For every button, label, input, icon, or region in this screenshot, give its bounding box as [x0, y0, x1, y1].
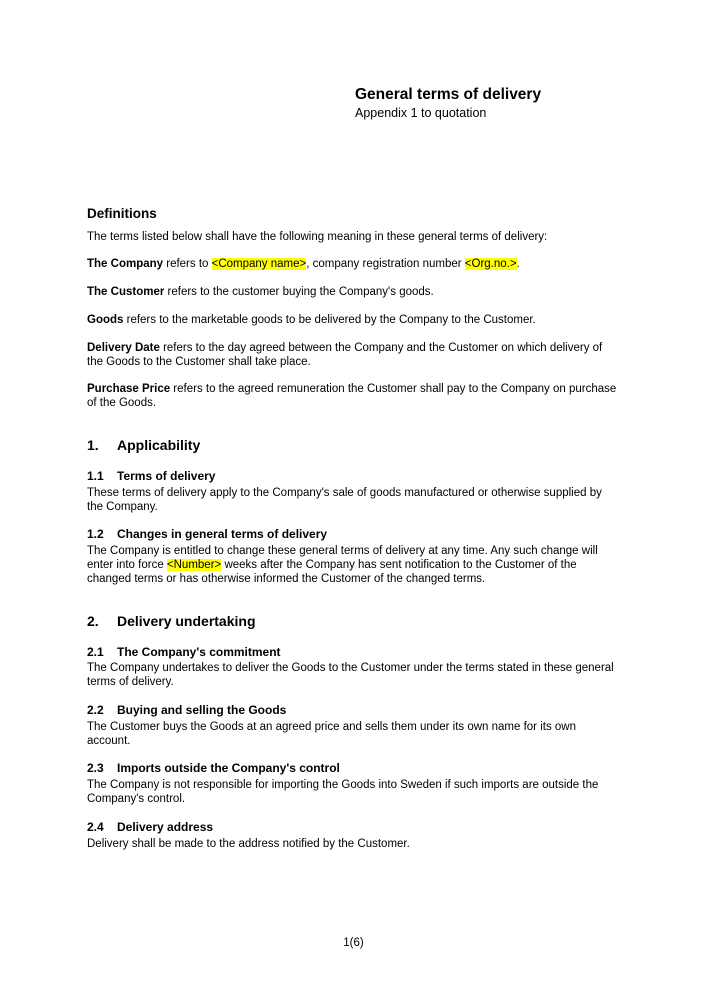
heading-title: Terms of delivery [117, 468, 216, 483]
heading-number: 1. [87, 436, 99, 453]
subsection-heading-2-4 [87, 821, 620, 835]
text-run: refers to [163, 258, 212, 271]
text-run: The Company is entitled to change these general terms of delivery at any time. Any such change will enter into force [87, 545, 598, 571]
heading-title: Imports outside the Company's control [117, 761, 340, 776]
definitions-items [87, 258, 620, 411]
definition-item-2 [87, 286, 620, 300]
definition-item-1 [87, 258, 620, 272]
page-number: 1(6) [343, 937, 364, 949]
heading-title: Buying and selling the Goods [117, 703, 287, 718]
section-heading-2 [87, 613, 620, 629]
heading-title: Changes in general terms of delivery [117, 527, 328, 542]
heading-number: 2.3 [87, 761, 104, 776]
subsection-2-4-paragraph-1 [87, 838, 620, 852]
text-run: weeks after the Company has sent notification to the Customer of the changed terms or has otherwise informed the Customer of the changed terms. [87, 558, 577, 585]
heading-title: Applicability [117, 436, 201, 453]
subsection-heading-1-2 [87, 528, 620, 542]
text-run: refers to the marketable goods to be delivered by the Company to the Customer. [123, 313, 536, 326]
subsection-2-2-paragraph-1 [87, 721, 620, 749]
section-heading-1 [87, 437, 620, 453]
definition-item-5 [87, 383, 620, 411]
defined-term: Goods [87, 313, 124, 326]
defined-term: The Company [87, 258, 164, 271]
defined-term: The Customer [87, 286, 165, 299]
subsection-heading-1-1 [87, 470, 620, 484]
heading-number: 2. [87, 612, 99, 629]
document-body [87, 206, 620, 865]
subsection-heading-2-3 [87, 762, 620, 776]
subsection-2-3-paragraph-1 [87, 779, 620, 807]
heading-number: 1.2 [87, 527, 104, 542]
text-run: Delivery shall be made to the address notified by the Customer. [87, 837, 410, 850]
heading-number: 2.2 [87, 703, 104, 718]
document-header [355, 86, 541, 121]
numbered-sections [87, 437, 620, 852]
subsection-heading-2-1 [87, 646, 620, 660]
definition-item-4 [87, 342, 620, 370]
definition-item-3 [87, 314, 620, 328]
text-run: The Company is not responsible for importing the Goods into Sweden if such imports are outside the Company's control. [87, 779, 599, 806]
heading-number: 2.4 [87, 819, 104, 834]
defined-term: Purchase Price [87, 383, 171, 396]
subsection-heading-2-2 [87, 704, 620, 718]
definitions-heading: Definitions [87, 206, 157, 221]
subsection-1-2-paragraph-1 [87, 545, 620, 586]
text-run: . [516, 258, 520, 271]
heading-title: Delivery address [117, 819, 214, 834]
heading-number: 1.1 [87, 468, 104, 483]
placeholder-highlight: <Company name> [211, 258, 307, 271]
heading-title: The Company's commitment [117, 644, 281, 659]
text-run: , company registration number [306, 258, 465, 271]
heading-title: Delivery undertaking [117, 612, 256, 629]
text-run: refers to the day agreed between the Company and the Customer on which delivery of the Goods to the Customer shall take place. [87, 341, 603, 368]
subsection-2-1-paragraph-1 [87, 662, 620, 690]
text-run: refers to the customer buying the Company's goods. [164, 286, 434, 299]
text-run: The Customer buys the Goods at an agreed price and sells them under its own name for its own account. [87, 720, 577, 747]
document-subtitle: Appendix 1 to quotation [355, 105, 487, 120]
definitions-intro: The terms listed below shall have the following meaning in these general terms of delivery: [87, 230, 548, 243]
page-footer [0, 937, 707, 949]
subsection-1-1-paragraph-1 [87, 487, 620, 515]
placeholder-highlight: <Org.no.> [464, 258, 517, 271]
text-run: refers to the agreed remuneration the Customer shall pay to the Company on purchase of the Goods. [87, 383, 617, 410]
defined-term: Delivery Date [87, 341, 160, 354]
placeholder-highlight: <Number> [166, 558, 222, 571]
definitions-section [87, 206, 620, 411]
document-title: General terms of delivery [355, 86, 542, 103]
section-2 [87, 613, 620, 852]
heading-number: 2.1 [87, 644, 104, 659]
text-run: The Company undertakes to deliver the Goods to the Customer under the terms stated in these general terms of delivery. [87, 662, 614, 689]
text-run: These terms of delivery apply to the Company's sale of goods manufactured or otherwise supplied by the Company. [87, 486, 602, 513]
section-1 [87, 437, 620, 587]
